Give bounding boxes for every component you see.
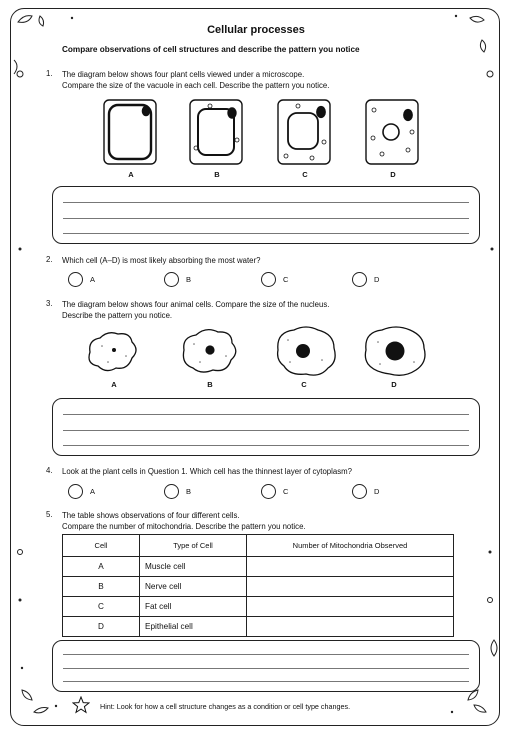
radio-circle[interactable]	[352, 272, 367, 287]
cell-id: A	[63, 557, 140, 577]
plant-cell-b	[190, 100, 242, 164]
question-1-number: 1.	[46, 69, 53, 78]
table-row	[63, 617, 454, 637]
radio-circle[interactable]	[68, 272, 83, 287]
hint-text: Hint: Look for how a cell structure changes as a condition or cell type changes.	[100, 702, 351, 711]
radio-circle[interactable]	[261, 272, 276, 287]
plant-cell-d	[366, 100, 418, 164]
radio-circle[interactable]	[261, 484, 276, 499]
question-3-number: 3.	[46, 299, 53, 308]
answer-line	[63, 414, 469, 415]
answer-line	[63, 202, 469, 203]
column-header-type: Type of Cell	[140, 535, 247, 557]
answer-box-q3[interactable]	[52, 398, 480, 456]
radio-circle[interactable]	[164, 484, 179, 499]
answer-box-q1[interactable]	[52, 186, 480, 244]
option-label: B	[186, 487, 192, 496]
question-3-line-1: The diagram below shows four animal cells. Compare the size of the nucleus.	[62, 300, 330, 309]
q2-option-d[interactable]	[352, 272, 379, 287]
animal-cell-label-a: A	[111, 380, 117, 389]
mitochondria-count-input[interactable]	[247, 577, 454, 597]
cell-id: C	[63, 597, 140, 617]
plant-cells-diagram	[90, 98, 430, 168]
plant-cell-label-a: A	[128, 170, 134, 179]
answer-line	[63, 218, 469, 219]
radio-circle[interactable]	[164, 272, 179, 287]
table-row	[63, 597, 454, 617]
mitochondria-table	[62, 534, 454, 637]
question-1-line-1: The diagram below shows four plant cells viewed under a microscope.	[62, 70, 305, 79]
radio-circle[interactable]	[68, 484, 83, 499]
cell-type: Epithelial cell	[140, 617, 247, 637]
q2-option-a[interactable]	[68, 272, 95, 287]
option-label: D	[374, 275, 380, 284]
option-label: A	[90, 275, 96, 284]
column-header-cell: Cell	[63, 535, 140, 557]
column-header-mitochondria: Number of Mitochondria Observed	[247, 535, 454, 557]
option-label: C	[283, 275, 289, 284]
question-1-line-2: Compare the size of the vacuole in each cell. Describe the pattern you notice.	[62, 81, 330, 90]
plant-cell-label-c: C	[302, 170, 308, 179]
answer-line	[63, 654, 469, 655]
animal-cell-label-d: D	[391, 380, 397, 389]
answer-line	[63, 430, 469, 431]
option-label: A	[90, 487, 96, 496]
question-5-line-2: Compare the number of mitochondria. Describe the pattern you notice.	[62, 522, 306, 531]
plant-cell-label-d: D	[390, 170, 396, 179]
q4-option-c[interactable]	[261, 484, 288, 499]
option-label: D	[374, 487, 380, 496]
q2-option-c[interactable]	[261, 272, 288, 287]
option-label: B	[186, 275, 192, 284]
animal-cell-a	[89, 333, 136, 371]
cell-id: D	[63, 617, 140, 637]
cell-type: Fat cell	[140, 597, 247, 617]
plant-cell-c	[278, 100, 330, 164]
question-3-line-2: Describe the pattern you notice.	[62, 311, 173, 320]
cell-type: Nerve cell	[140, 577, 247, 597]
q4-option-d[interactable]	[352, 484, 379, 499]
cell-type: Muscle cell	[140, 557, 247, 577]
q2-option-b[interactable]	[164, 272, 191, 287]
answer-line	[63, 445, 469, 446]
mitochondria-count-input[interactable]	[247, 597, 454, 617]
answer-line	[63, 681, 469, 682]
animal-cell-label-c: C	[301, 380, 307, 389]
question-5-line-1: The table shows observations of four different cells.	[62, 511, 240, 520]
mitochondria-count-input[interactable]	[247, 557, 454, 577]
answer-box-q5[interactable]	[52, 640, 480, 692]
page-subtitle: Compare observations of cell structures and describe the pattern you notice	[62, 45, 360, 54]
q4-option-a[interactable]	[68, 484, 95, 499]
question-4-number: 4.	[46, 466, 53, 475]
table-row	[63, 557, 454, 577]
mitochondria-count-input[interactable]	[247, 617, 454, 637]
q4-option-b[interactable]	[164, 484, 191, 499]
answer-line	[63, 668, 469, 669]
animal-cell-label-b: B	[207, 380, 213, 389]
question-5-number: 5.	[46, 510, 53, 519]
radio-circle[interactable]	[352, 484, 367, 499]
plant-cell-a	[104, 100, 156, 164]
page-title: Cellular processes	[207, 24, 305, 36]
question-2-line-1: Which cell (A–D) is most likely absorbing the most water?	[62, 256, 261, 265]
table-header-row	[63, 535, 454, 557]
question-4-line-1: Look at the plant cells in Question 1. Which cell has the thinnest layer of cytoplasm?	[62, 467, 352, 476]
table-row	[63, 577, 454, 597]
option-label: C	[283, 487, 289, 496]
answer-line	[63, 233, 469, 234]
cell-id: B	[63, 577, 140, 597]
plant-cell-label-b: B	[214, 170, 220, 179]
star-icon	[72, 696, 90, 714]
question-2-number: 2.	[46, 255, 53, 264]
animal-cells-diagram	[82, 326, 442, 376]
